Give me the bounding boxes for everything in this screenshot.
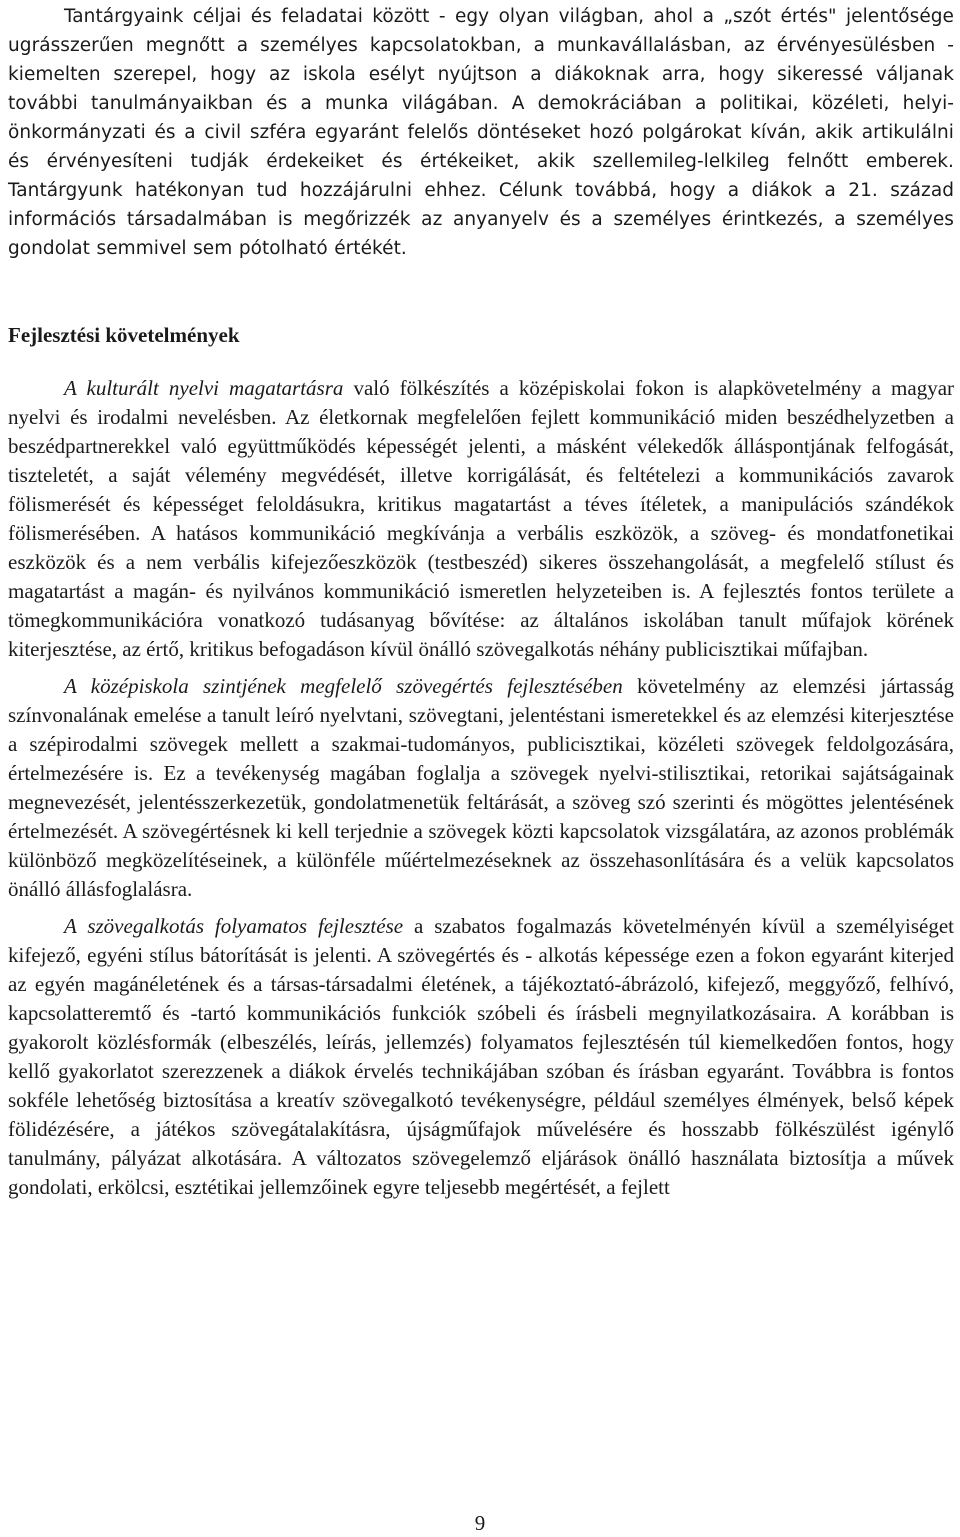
paragraph-3-italic-lead: A szövegalkotás folyamatos fejlesztése	[64, 914, 404, 938]
paragraph-szovegalkotas-fejlesztese	[8, 912, 954, 1202]
paragraph-szovegertes-fejlesztese	[8, 672, 954, 904]
paragraph-1-italic-lead: A kulturált nyelvi magatartásra	[64, 376, 344, 400]
paragraph-3-text: a szabatos fogalmazás követelményén kívül a személyiséget kifejező, egyéni stílus bátorítását is jelenti. A szövegértés és - alkotás képessége ezen a fokon egyaránt kiterjed az egyén magánéletének és a társas-társadalmi életének, a tájékoztató-ábrázoló, kifejező, meggyőző, felhívó, kapcsolatteremtő és -tartó kommunikációs funkciók szóbeli és írásbeli megnyilatkozásaira. A korábban is gyakorolt közlésformák (elbeszélés, leírás, jellemzés) folyamatos fejlesztésén túl kiemelkedően fontos, hogy kellő gyakorlatot szerezzenek a diákok érvelés technikájában szóban és írásban egyaránt. Továbbra is fontos sokféle lehetőség biztosítása a kreatív szövegalkotó tevékenységre, például személyes élmények, belső képek fölidézésére, a játékos szövegátalakításra, újságműfajok művelésére és hosszabb fölkészülést igénylő tanulmány, pályázat alkotására. A változatos szövegelemző eljárások önálló használata biztosítja a művek gondolati, erkölcsi, esztétikai jellemzőinek egyre teljesebb megértését, a fejlett	[8, 914, 954, 1199]
page-number: 9	[474, 1511, 486, 1535]
paragraph-1-text: való fölkészítés a középiskolai fokon is alapkövetelmény a magyar nyelvi és irodalmi nevelésben. Az életkornak megfelelően fejlett kommunikáció miden beszédhelyzetben a beszédpartnerekkel való együttműködés képességét jelenti, a másként vélekedők álláspontjának felfogását, tiszteletét, a saját vélemény megvédését, illetve korrigálását, és feltételezi a kommunikációs zavarok fölismerését és képességet feloldásukra, kritikus magatartást a téves ítéletek, a manipulációs szándékok fölismerésében. A hatásos kommunikáció megkívánja a verbális eszközök, a szöveg- és mondatfonetikai eszközök és a nem verbális kifejezőeszközök (testbeszéd) sikeres összehangolását, a megfelelő stílust és magatartást a magán- és nyilvános kommunikáció ismeretlen helyzeteiben is. A fejlesztés fontos területe a tömegkommunikációra vonatkozó tudásanyag bővítése: az általános iskolában tanult műfajok körének kiterjesztése, az értő, kritikus befogadáson kívül önálló szövegalkotás néhány publicisztikai műfajban.	[8, 376, 955, 661]
intro-paragraph	[8, 0, 954, 263]
section-heading: Fejlesztési követelmények	[8, 323, 240, 347]
paragraph-kulturalt-nyelvi-magatartas	[8, 374, 954, 664]
document-page	[8, 0, 954, 1202]
paragraph-2-italic-lead: A középiskola szintjének megfelelő szövegértés fejlesztésében	[64, 674, 623, 698]
paragraph-2-text: követelmény az elemzési jártasság színvonalának emelése a tanult leíró nyelvtani, szövegtani, jelentéstani ismeretekkel és az elemzési kiterjesztése a szépirodalmi szövegek mellett a szakmai-tudományos, publicisztikai, közéleti szövegek feldolgozására, értelmezésére is. Ez a tevékenység magában foglalja a szövegek nyelvi-stilisztikai, retorikai sajátságainak megnevezését, jelentésszerkezetük, gondolatmenetük feltárását, a szöveg szó szerinti és mögöttes jelentésének értelmezését. A szövegértésnek ki kell terjednie a szövegek közti kapcsolatok vizsgálatára, az azonos problémák különböző megközelítéseinek, a különféle műértelmezéseknek az összehasonlítására és a velük kapcsolatos önálló állásfoglalásra.	[8, 674, 954, 901]
intro-text: Tantárgyaink céljai és feladatai között - egy olyan világban, ahol a „szót értés" jelentősége ugrásszerűen megnőtt a személyes kapcsolatokban, a munkavállalásban, az érvényesülésben - kiemelten szerepel, hogy az iskola esélyt nyújtson a diákoknak arra, hogy sikeressé váljanak további tanulmányaikban és a munka világában. A demokráciában a politikai, közéleti, helyi-önkormányzati és a civil szféra egyaránt felelős döntéseket hozó polgárokat kíván, akik artikulálni és érvényesíteni tudják érdekeiket és értékeiket, akik szellemileg-lelkileg felnőtt emberek. Tantárgyunk hatékonyan tud hozzájárulni ehhez. Célunk továbbá, hogy a diákok a 21. század információs társadalmában is megőrizzék az anyanyelv és a személyes érintkezés, a személyes gondolat semmivel sem pótolható értékét.	[8, 6, 954, 259]
